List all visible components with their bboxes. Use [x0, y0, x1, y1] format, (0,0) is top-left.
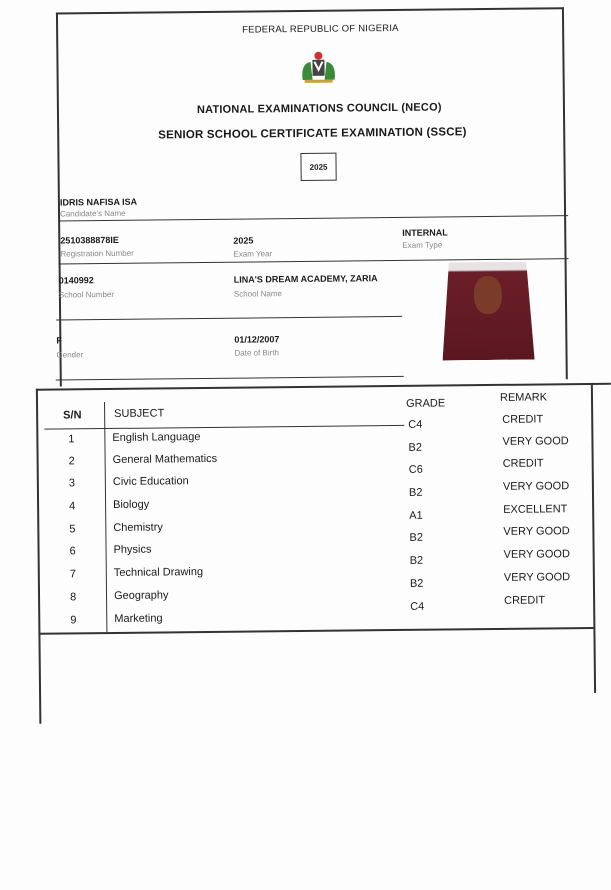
row-sn: 5 [69, 523, 76, 536]
school-name: LINA'S DREAM ACADEMY, ZARIA [233, 273, 378, 285]
row-sn: 1 [68, 433, 75, 446]
row-remark: VERY GOOD [503, 525, 570, 538]
row-grade: C4 [408, 418, 423, 431]
council-title: NATIONAL EXAMINATIONS COUNCIL (NECO) [196, 101, 442, 117]
exam-year: 2025 [233, 235, 254, 246]
table-header-divider [44, 425, 404, 430]
candidate-name-label: Candidate's Name [59, 208, 126, 219]
header-grade: GRADE [405, 397, 446, 410]
row-sn: 7 [69, 568, 77, 581]
header-sn: S/N [63, 409, 82, 422]
divider [56, 376, 404, 381]
row-remark: VERY GOOD [503, 548, 570, 561]
row-remark: EXCELLENT [503, 503, 568, 516]
table-bottom-border [38, 627, 593, 634]
gender-label: Gender [56, 350, 84, 360]
row-grade: C4 [410, 600, 425, 613]
row-grade: C6 [408, 463, 423, 476]
row-subject: Marketing [114, 612, 163, 625]
row-sn: 9 [70, 614, 77, 627]
country-title: FEDERAL REPUBLIC OF NIGERIA [242, 22, 399, 36]
table-right-border [591, 383, 596, 693]
row-subject: Biology [113, 498, 150, 511]
table-top-border [36, 383, 611, 391]
exam-year-label: Exam Year [233, 249, 273, 259]
row-subject: Chemistry [113, 521, 163, 534]
row-sn: 8 [69, 591, 77, 604]
row-grade: B2 [408, 441, 423, 454]
row-subject: Physics [113, 543, 152, 556]
row-subject: Geography [113, 589, 169, 602]
row-remark: CREDIT [504, 594, 546, 607]
exam-type-label: Exam Type [402, 240, 443, 250]
row-subject: English Language [112, 431, 201, 444]
registration-number: 2510388878IE [60, 234, 119, 246]
row-subject: Technical Drawing [113, 566, 204, 579]
exam-year-box: 2025 [300, 153, 336, 181]
row-remark: VERY GOOD [502, 480, 570, 493]
row-remark: VERY GOOD [502, 435, 569, 448]
row-grade: B2 [408, 486, 423, 499]
row-grade: A1 [409, 509, 423, 522]
school-name-label: School Name [233, 289, 282, 299]
date-of-birth: 01/12/2007 [234, 334, 280, 345]
row-remark: VERY GOOD [503, 571, 571, 584]
row-remark: CREDIT [502, 413, 544, 426]
candidate-name: IDRIS NAFISA ISA [59, 196, 138, 208]
row-sn: 4 [69, 500, 76, 513]
row-sn: 3 [68, 477, 76, 490]
exam-type: INTERNAL [402, 227, 448, 238]
candidate-photo [442, 262, 535, 361]
row-sn: 6 [69, 545, 76, 558]
column-divider [104, 402, 107, 632]
exam-title: SENIOR SCHOOL CERTIFICATE EXAMINATION (SSCE) [158, 126, 467, 142]
registration-number-label: Registration Number [60, 248, 134, 259]
gender: F [56, 335, 62, 346]
divider [58, 215, 568, 221]
row-grade: B2 [409, 531, 423, 544]
row-sn: 2 [68, 455, 75, 468]
date-of-birth-label: Date of Birth [234, 348, 280, 358]
row-remark: CREDIT [502, 457, 544, 470]
divider [56, 316, 402, 321]
header-subject: SUBJECT [114, 407, 165, 420]
row-subject: General Mathematics [112, 452, 218, 466]
border-top [56, 7, 564, 14]
school-number: 0140992 [58, 275, 94, 286]
border-right [562, 7, 567, 379]
table-left-border [36, 389, 41, 724]
row-subject: Civic Education [112, 475, 189, 488]
coat-of-arms-icon [298, 50, 338, 86]
row-grade: B2 [409, 577, 424, 590]
header-remark: REMARK [499, 391, 548, 404]
row-grade: B2 [409, 554, 424, 567]
school-number-label: School Number [58, 289, 115, 300]
